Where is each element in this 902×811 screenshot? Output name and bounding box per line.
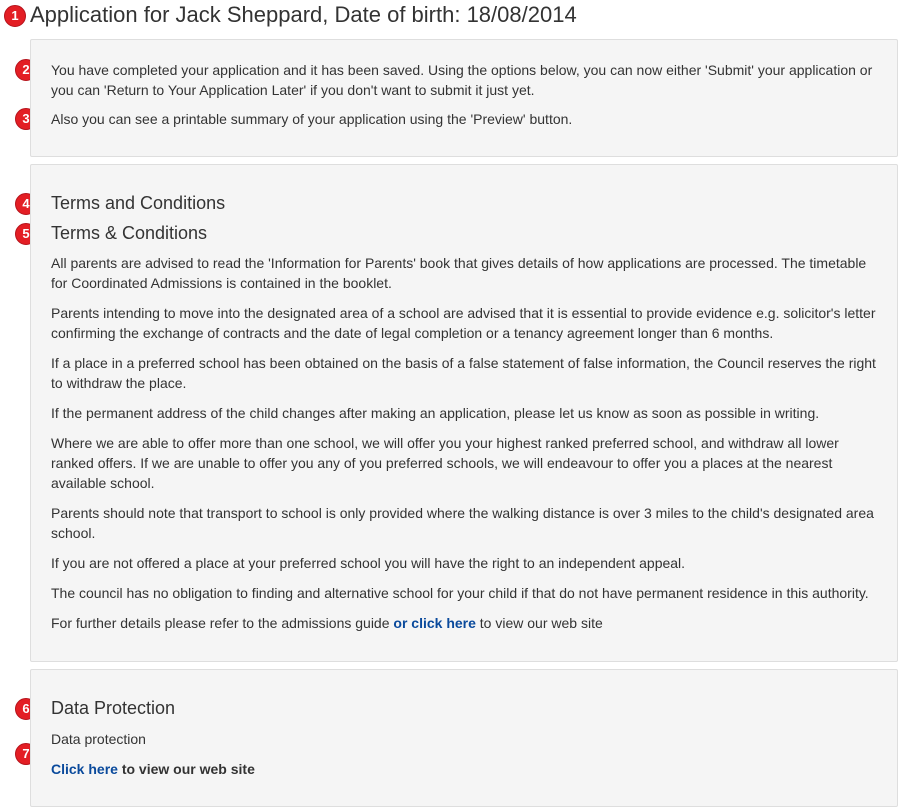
terms-paragraph-1: All parents are advised to read the 'Information for Parents' book that gives details of how applications are processed. The timetable for Coordinated Admissions is contained in the booklet. [51,255,867,291]
data-protection-link-line [51,759,881,779]
terms-paragraph-6: Parents should note that transport to school is only provided where the walking distance is over 3 miles to the child's designated area school. [51,505,874,541]
terms-heading: Terms and Conditions [51,193,226,213]
data-protection-panel [30,669,898,807]
intro-panel [30,39,898,157]
step-badge-2: 2 [15,59,37,81]
terms-paragraph-5-visible: Where we are able to offer more than one school, we will offer you your highest ranked preferred school, and withdraw all lower ranked offers. If we are unable to offer you any of you preferred schools, we will endeavour to offer you a places at the nearest available school. [51,435,839,491]
data-protection-link[interactable]: Click here [51,761,118,777]
terms-paragraph-3: If a place in a preferred school has been obtained on the basis of a false statement of false information, the Council reserves the right to withdraw the place. [51,355,876,391]
further-details-suffix: to view our web site [475,615,603,631]
step-badge-5: 5 [15,223,37,245]
data-protection-text: Data protection [51,731,146,747]
preview-message: Also you can see a printable summary of your application using the 'Preview' button. [51,111,573,127]
admissions-guide-link[interactable]: or click here [393,615,476,631]
further-details-line [51,613,881,633]
terms-paragraph-8: The council has no obligation to finding and alternative school for your child if that do not have permanent residence in this authority. [51,585,869,601]
terms-paragraph-2: Parents intending to move into the designated area of a school are advised that it is essential to provide evidence e.g. solicitor's letter confirming the exchange of contracts and the date of legal completion or a tenancy agreement longer than 6 months. [51,305,876,341]
page-title: Application for Jack Sheppard, Date of birth: 18/08/2014 [30,2,577,27]
step-badge-7: 7 [15,743,37,765]
step-badge-1: 1 [4,5,26,27]
step-badge-4: 4 [15,193,37,215]
saved-message: You have completed your application and it has been saved. Using the options below, you can now either 'Submit' your application or you can 'Return to Your Application Later' if you don't want to submit it just yet. [51,62,873,98]
terms-panel [30,164,898,662]
data-protection-heading: Data Protection [51,698,176,718]
step-badge-6: 6 [15,698,37,720]
terms-paragraph-4: If the permanent address of the child changes after making an application, please let us know as soon as possible in writing. [51,405,820,421]
terms-subheading: Terms & Conditions [51,223,208,243]
further-details-prefix: For further details please refer to the admissions guide [51,615,394,631]
step-badge-3: 3 [15,108,37,130]
terms-paragraph-7: If you are not offered a place at your preferred school you will have the right to an independent appeal. [51,555,686,571]
data-protection-link-suffix: to view our web site [117,761,255,777]
